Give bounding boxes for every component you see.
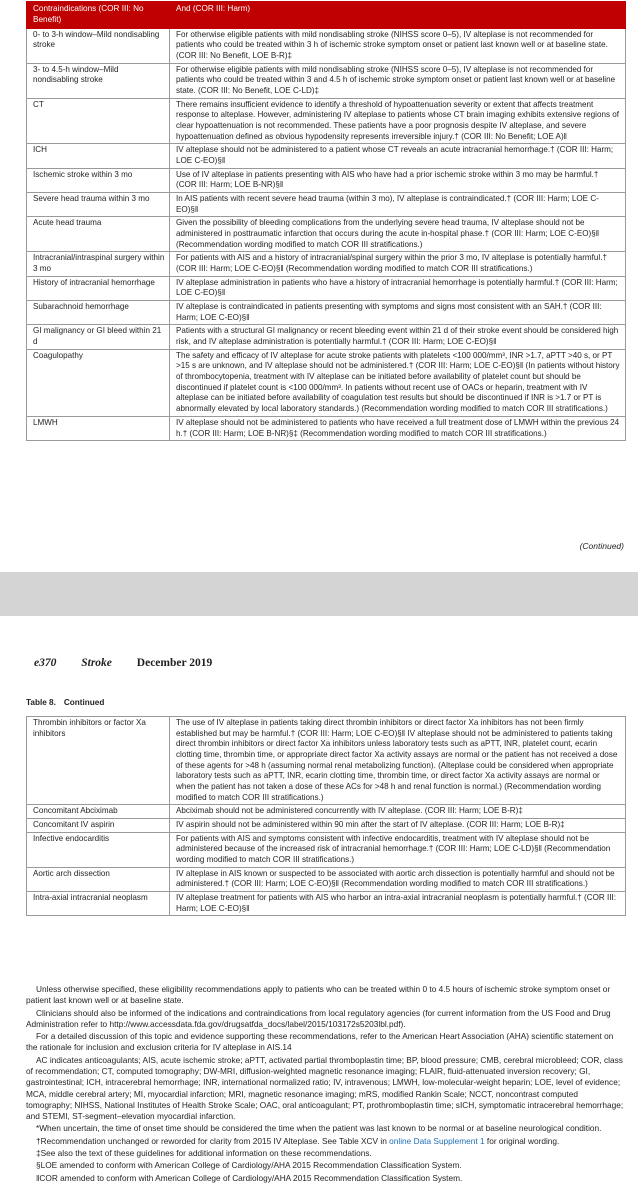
row-label: 3- to 4.5-h window–Mild nondisabling stroke [27, 63, 170, 98]
table-row [27, 193, 626, 217]
table-row [27, 892, 626, 916]
table-row [27, 144, 626, 168]
note-paragraph: Clinicians should also be informed of the indications and contraindications from local regulatory agencies (for current information from the US Food and Drug Administration refer to http://www.accessdata.fda.gov/drugsatfda_docs/label/2015/103172s5203lbl.pdf). [26, 1007, 611, 1029]
row-label: Intra-axial intracranial neoplasm [27, 892, 170, 916]
row-label: Ischemic stroke within 3 mo [27, 168, 170, 192]
footnote-dagger-text: †Recommendation unchanged or reworded for clarity from 2015 IV Alteplase. See Table XCV in [36, 1135, 390, 1146]
table-row [27, 98, 626, 144]
row-text: IV aspirin should not be administered within 90 min after the start of IV alteplase. (COR III: Harm; LOE B-R)‡ [170, 819, 626, 833]
table-row [27, 717, 626, 805]
row-text: IV alteplase is contraindicated in patients presenting with symptoms and signs most consistent with an SAH.† (COR III: Harm; LOE C-EO)§‖ [170, 301, 626, 325]
table-row [27, 301, 626, 325]
footnote: ‡See also the text of these guidelines for additional information on these recommendations. [36, 1147, 372, 1158]
running-header [34, 657, 234, 669]
page-top [0, 0, 638, 572]
row-label: LMWH [27, 416, 170, 440]
table-row [27, 805, 626, 819]
row-label: History of intracranial hemorrhage [27, 276, 170, 300]
table-row [27, 832, 626, 867]
row-label: Intracranial/intraspinal surgery within 3 mo [27, 252, 170, 276]
page-bottom [0, 616, 638, 1200]
table-number: Table 8. [26, 698, 56, 707]
table-row [27, 325, 626, 349]
journal-name: Stroke [81, 657, 112, 669]
table-notes [26, 984, 626, 1185]
table-row [27, 416, 626, 440]
table-row [27, 276, 626, 300]
page-number: e370 [34, 657, 57, 669]
abbreviations-paragraph: AC indicates anticoagulants; AIS, acute ischemic stroke; aPTT, activated partial thromboplastin time; BP, blood pressure; CMB, cerebral microbleed; COR, class of recommendation; CT, computed tomography; DW-MRI, diffusion-weighted magnetic resonance imaging; FLAIR, fluid-attenuated inversion recovery; GI, gastrointestinal; ICH, intracerebral hemorrhage; INR, international normalized ratio; IV, intravenous; LMWH, low-molecular-weight heparin; LOE, level of evidence; MCA, middle cerebral artery; MI, myocardial infarction; MRI, magnetic resonance imaging; mRS, modified Rankin Scale; NCCT, noncontrast computed tomography; NIHSS, National Institutes of Health Stroke Scale; OAC, oral anticoagulant; PT, prothromboplastin time; sICH, symptomatic intracerebral hemorrhage; and STEMI, ST-segment–elevation myocardial infarction. [26, 1054, 624, 1122]
row-label: 0- to 3-h window–Mild nondisabling stroke [27, 28, 170, 63]
row-label: Coagulopathy [27, 349, 170, 416]
row-text: In AIS patients with recent severe head trauma (within 3 mo), IV alteplase is contraindicated.† (COR III: Harm; LOE C-EO)§‖ [170, 193, 626, 217]
row-label: CT [27, 98, 170, 144]
table-row [27, 867, 626, 891]
note-paragraph: Unless otherwise specified, these eligibility recommendations apply to patients who can be treated within 0 to 4.5 hours of ischemic stroke symptom onset or patient last known well or at baseline state. [26, 984, 611, 1006]
footnote-dagger [26, 1136, 626, 1147]
row-label: Concomitant IV aspirin [27, 819, 170, 833]
note-paragraph: For a detailed discussion of this topic and evidence supporting these recommendations, refer to the American Heart Association (AHA) scientific statement on the rationale for inclusion and exclusion criteria for IV alteplase in AIS.14 [26, 1031, 614, 1053]
row-text: There remains insufficient evidence to identify a threshold of hypoattenuation severity or extent that affects treatment response to alteplase. However, administering IV alteplase to patients whose CT brain imaging exhibits extensive regions of clear hypoattenuation is not recommended. These patients have a poor prognosis despite IV alteplase, and severe hypoattenuation defined as obvious hypodensity represents irreversible injury.† (COR III: No Benefit; LOE A)‖ [170, 98, 626, 144]
table-row [27, 63, 626, 98]
table-row [27, 28, 626, 63]
row-label: GI malignancy or GI bleed within 21 d [27, 325, 170, 349]
table-row [27, 168, 626, 192]
row-label: Aortic arch dissection [27, 867, 170, 891]
row-text: IV alteplase administration in patients who have a history of intracranial hemorrhage is potentially harmful.† (COR III: Harm; LOE C-EO)§‖ [170, 276, 626, 300]
row-label: Thrombin inhibitors or factor Xa inhibitors [27, 717, 170, 805]
row-text: IV alteplase in AIS known or suspected to be associated with aortic arch dissection is potentially harmful and should not be administered.† (COR III: Harm; LOE C-EO)§‖ (Recommendation wording modified to match COR III stratifications.) [170, 867, 626, 891]
issue-date: December 2019 [136, 657, 213, 669]
table-row [27, 819, 626, 833]
row-label: Acute head trauma [27, 217, 170, 252]
row-text: For otherwise eligible patients with mild nondisabling stroke (NIHSS score 0–5), IV alteplase is not recommended for patients who could be treated within 3 and 4.5 h of ischemic stroke symptom onset or patient last known well or at baseline state. (COR III: No Benefit, LOE C-LD)‡ [170, 63, 626, 98]
footnote: §LOE amended to conform with American College of Cardiology/AHA 2015 Recommendation Classification System. [36, 1160, 462, 1171]
row-text: The safety and efficacy of IV alteplase for acute stroke patients with platelets <100 000/mm³, INR >1.7, aPTT >40 s, or PT >15 s are unknown, and IV alteplase should not be administered.† (COR III: Harm; LOE C-EO)§‖ (In patients without history of thrombocytopenia, treatment with IV alteplase can be initiated before availability of platelet count but should be discontinued if platelet count is <100 000/mm³. In patients without recent use of OACs or heparin, treatment with IV alteplase can be initiated before availability of coagulation test results but should be discontinued if INR is >1.7 or PT is abnormally elevated by local laboratory standards.) (Recommendation wording modified to match COR III stratifications.) [170, 349, 626, 416]
row-text: IV alteplase should not be administered to patients who have received a full treatment dose of LMWH within the previous 24 h.† (COR III: Harm; LOE B-NR)§‡ (Recommendation wording modified to match COR III stratifications.) [170, 416, 626, 440]
row-text: Use of IV alteplase in patients presenting with AIS who have had a prior ischemic stroke within 3 mo may be harmful.† (COR III: Harm; LOE B-NR)§‖ [170, 168, 626, 192]
continued-label: (Continued) [579, 541, 624, 551]
row-text: The use of IV alteplase in patients taking direct thrombin inhibitors or direct factor Xa inhibitors has not been firmly established but may be harmful.† (COR III: Harm; LOE C-EO)§‖ IV alteplase should not be administered to patients taking direct thrombin inhibitors or direct factor Xa inhibitors unless laboratory tests such as aPTT, INR, platelet count, ecarin clotting time, thrombin time, or appropriate direct factor Xa activity assays are normal or the patient has not received a dose of these agents for >48 h (assuming normal renal metabolizing function). (Alteplase could be considered when appropriate laboratory tests such as aPTT, INR, ecarin clotting time, thrombin time, or direct factor Xa activity assays are normal or when the patient has not taken a dose of these ACs for >48 h and renal function is normal.) (Recommendation wording modified to match COR III stratifications.) [170, 717, 626, 805]
row-text: Patients with a structural GI malignancy or recent bleeding event within 21 d of their stroke event should be considered high risk, and IV alteplase administration is potentially harmful.† (COR III: Harm; LOE C-EO)§‖ [170, 325, 626, 349]
header-contraindications: Contraindications (COR III: No Benefit) [27, 2, 170, 29]
table-header-row [27, 2, 626, 29]
contraindications-table-part1 [26, 1, 626, 441]
row-text: IV alteplase should not be administered to a patient whose CT reveals an acute intracranial hemorrhage.† (COR III: Harm; LOE C-EO)§‖ [170, 144, 626, 168]
page-gap [0, 572, 638, 616]
row-label: Infective endocarditis [27, 832, 170, 867]
table-row [27, 217, 626, 252]
footnote: *When uncertain, the time of onset time should be considered the time when the patient was last known to be normal or at baseline neurological condition. [36, 1123, 602, 1134]
row-text: For patients with AIS and a history of intracranial/spinal surgery within the prior 3 mo, IV alteplase is potentially harmful.† (COR III: Harm; LOE C-EO)§‖ (Recommendation wording modified to match COR III stratifications.) [170, 252, 626, 276]
contraindications-table-part2 [26, 716, 626, 916]
table-continued: Continued [63, 698, 105, 707]
row-text: Given the possibility of bleeding complications from the underlying severe head trauma, IV alteplase should not be administered in posttraumatic infarction that occurs during the acute in-hospital phase.† (COR III: Harm; LOE C-EO)§‖ (Recommendation wording modified to match COR III stratifications.) [170, 217, 626, 252]
row-label: Concomitant Abciximab [27, 805, 170, 819]
row-label: Subarachnoid hemorrhage [27, 301, 170, 325]
row-text: For patients with AIS and symptoms consistent with infective endocarditis, treatment with IV alteplase should not be administered because of the increased risk of intracranial hemorrhage.† (COR III: Harm; LOE C-LD)§‖ (Recommendation wording modified to match COR III stratifications.) [170, 832, 626, 867]
table-row [27, 349, 626, 416]
row-text: Abciximab should not be administered concurrently with IV alteplase. (COR III: Harm; LOE B-R)‡ [170, 805, 626, 819]
footnote: ‖COR amended to conform with American College of Cardiology/AHA 2015 Recommendation Classification System. [36, 1172, 463, 1183]
header-harm: And (COR III: Harm) [170, 2, 626, 29]
row-text: For otherwise eligible patients with mild nondisabling stroke (NIHSS score 0–5), IV alteplase is not recommended for patients who could be treated within 3 h of ischemic stroke symptom onset or patient last known well or at baseline state. (COR III: No Benefit, LOE B-R)‡ [170, 28, 626, 63]
row-text: IV alteplase treatment for patients with AIS who harbor an intra-axial intracranial neoplasm is potentially harmful.† (COR III: Harm; LOE C-EO)§‖ [170, 892, 626, 916]
footnote-dagger-tail: for original wording. [484, 1135, 560, 1146]
row-label: Severe head trauma within 3 mo [27, 193, 170, 217]
table-row [27, 252, 626, 276]
data-supplement-link[interactable]: online Data Supplement 1 [389, 1135, 485, 1146]
table-label [26, 698, 104, 707]
row-label: ICH [27, 144, 170, 168]
